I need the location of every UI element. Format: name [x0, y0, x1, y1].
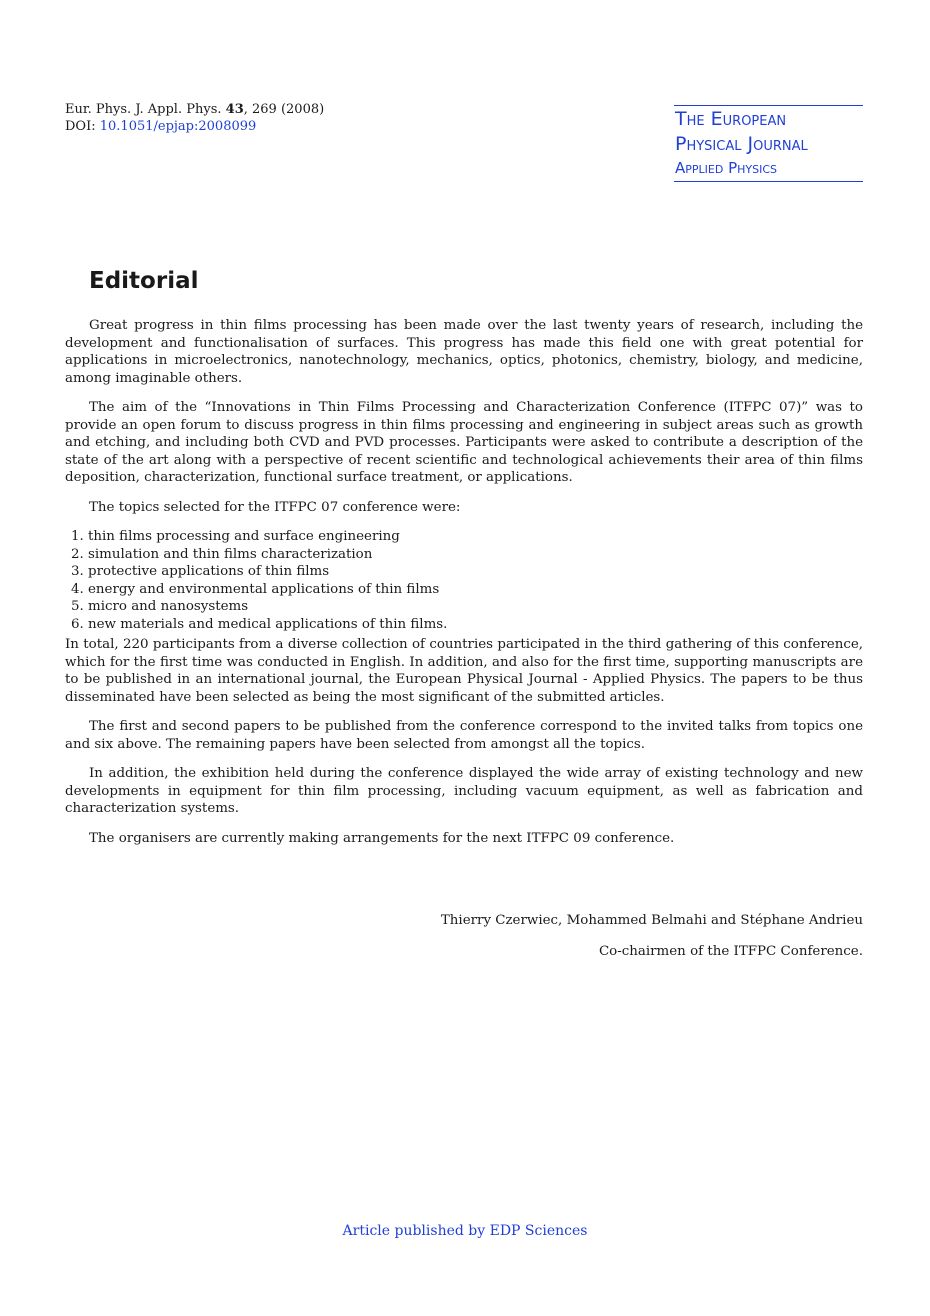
- doi-link[interactable]: 10.1051/epjap:2008099: [99, 119, 257, 134]
- topics-list: [65, 528, 863, 633]
- journal-abbrev: Eur. Phys. J. Appl. Phys.: [65, 102, 222, 117]
- topic-item-2: 2. simulation and thin films characterization: [88, 546, 863, 564]
- signature-role: Co-chairmen of the ITFPC Conference.: [598, 943, 863, 959]
- pages-year: , 269 (2008): [243, 102, 325, 117]
- paragraph-5: The first and second papers to be published from the conference correspond to the invited talks from topics one and six above. The remaining papers have been selected from amongst all the topics.: [65, 719, 863, 752]
- publisher-footer-link[interactable]: Article published by EDP Sciences: [342, 1223, 588, 1239]
- paragraph-3: The topics selected for the ITFPC 07 conference were:: [89, 499, 461, 515]
- paragraph-7: The organisers are currently making arrangements for the next ITFPC 09 conference.: [89, 830, 675, 846]
- topic-item-1: 1. thin films processing and surface engineering: [88, 528, 863, 546]
- topic-item-6: 6. new materials and medical applications of thin films.: [88, 616, 863, 634]
- paragraph-4: In total, 220 participants from a diverse collection of countries participated in the third gathering of this conference, which for the first time was conducted in English. In addition, and also for the first time, supporting manuscripts are to be published in an international journal, the European Physical Journal - Applied Physics. The papers to be thus disseminated have been selected as being the most significant of the submitted articles.: [65, 637, 863, 705]
- paragraph-1: Great progress in thin films processing has been made over the last twenty years of research, including the development and functionalisation of surfaces. This progress has made this field one with great potential for applications in microelectronics, nanotechnology, mechanics, optics, photonics, chemistry, biology, and medicine, among imaginable others.: [65, 318, 863, 386]
- paragraph-2: The aim of the “Innovations in Thin Films Processing and Characterization Conference (ITFPC 07)” was to provide an open forum to discuss progress in thin films processing and engineering in subject areas such as growth and etching, and including both CVD and PVD processes. Participants were asked to contribute a description of the state of the art along with a perspective of recent scientific and technological achievements their area of thin films deposition, characterization, functional surface treatment, or applications.: [65, 400, 863, 485]
- topic-item-5: 5. micro and nanosystems: [88, 598, 863, 616]
- topic-item-3: 3. protective applications of thin films: [88, 563, 863, 581]
- topic-item-4: 4. energy and environmental applications of thin films: [88, 581, 863, 599]
- doi-label: DOI:: [65, 119, 96, 134]
- citation-line: [65, 101, 324, 118]
- paragraph-6: In addition, the exhibition held during the conference displayed the wide array of existing technology and new developments in equipment for thin film processing, including vacuum equipment, as well as fabrication and characterization systems.: [65, 766, 863, 816]
- signature-block: [300, 912, 863, 973]
- brand-line-3: Applied Physics: [675, 159, 778, 177]
- doi-line: [65, 118, 324, 135]
- article-title: Editorial: [89, 268, 199, 294]
- brand-line-1: The European: [675, 108, 787, 130]
- article-body: [65, 317, 863, 859]
- signature-names: Thierry Czerwiec, Mohammed Belmahi and Stéphane Andrieu: [440, 913, 863, 928]
- volume-number: 43: [225, 102, 244, 117]
- citation-block: [65, 101, 324, 135]
- brand-line-2: Physical Journal: [675, 133, 808, 155]
- journal-brand: [674, 105, 863, 182]
